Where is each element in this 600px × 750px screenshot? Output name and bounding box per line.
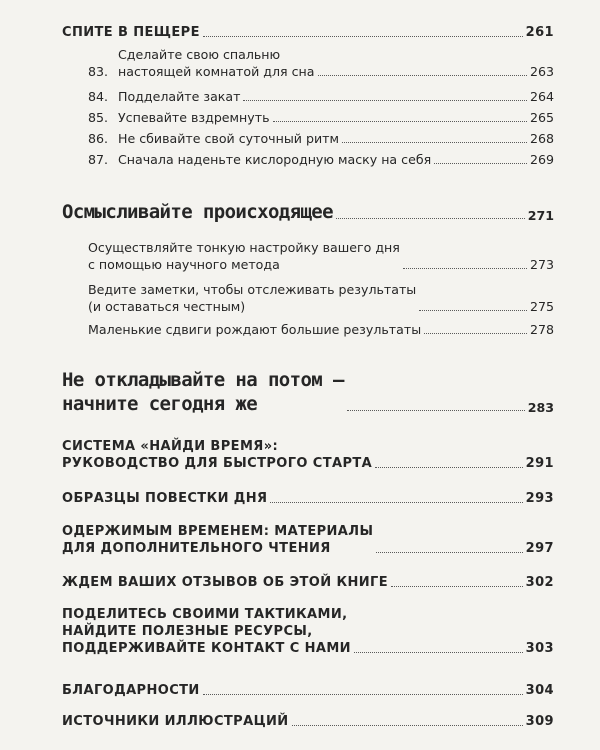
- toc-entry-share-tactics[interactable]: [62, 606, 554, 657]
- leader-dots: [354, 652, 523, 653]
- entry-title: Маленькие сдвиги рождают большие результаты: [88, 322, 422, 337]
- leader-dots: [376, 552, 522, 553]
- entry-page: 269: [529, 152, 554, 167]
- entry-title: БЛАГОДАРНОСТИ: [62, 683, 200, 698]
- entry-number: 86.: [88, 131, 109, 146]
- entry-title: Сначала наденьте кислородную маску на себя: [118, 152, 432, 167]
- entry-title: Сделайте свою спальню настоящей комнатой для сна: [118, 47, 315, 79]
- entry-page: 278: [529, 322, 554, 337]
- entry-number: 84.: [88, 89, 109, 104]
- entry-title: Подделайте закат: [118, 89, 241, 104]
- part-title: Не откладывайте на потом — начните сегодня же: [62, 369, 344, 415]
- entry-page: 304: [525, 683, 554, 698]
- leader-dots: [292, 725, 523, 726]
- toc-entry-87[interactable]: [88, 151, 554, 168]
- toc-entry-86[interactable]: [88, 130, 554, 147]
- entry-title: ПОДЕЛИТЕСЬ СВОИМИ ТАКТИКАМИ, НАЙДИТЕ ПОЛЕЗНЫЕ РЕСУРСЫ, ПОДДЕРЖИВАЙТЕ КОНТАКТ С НАМИ: [62, 607, 351, 656]
- entry-title: Ведите заметки, чтобы отслеживать результаты (и оставаться честным): [88, 282, 417, 314]
- entry-title: Успевайте вздремнуть: [118, 110, 270, 125]
- entry-number: 83.: [88, 64, 109, 79]
- entry-title: СПИТЕ В ПЕЩЕРЕ: [62, 25, 200, 40]
- leader-dots: [434, 163, 527, 164]
- entry-page: 283: [527, 400, 554, 415]
- entry-page: 303: [525, 641, 554, 656]
- entry-page: 293: [525, 491, 554, 506]
- leader-dots: [342, 142, 527, 143]
- leader-dots: [336, 218, 525, 219]
- entry-page: 261: [525, 25, 554, 40]
- entry-title: Не сбивайте свой суточный ритм: [118, 131, 339, 146]
- toc-entry-acknowledgements[interactable]: [62, 682, 554, 699]
- toc-entry-further-reading[interactable]: [62, 523, 554, 557]
- entry-title: ИСТОЧНИКИ ИЛЛЮСТРАЦИЙ: [62, 714, 289, 729]
- entry-page: 309: [525, 714, 554, 729]
- entry-page: 264: [529, 89, 554, 104]
- toc-entry-83[interactable]: [88, 46, 554, 80]
- toc-entry-agenda-samples[interactable]: [62, 490, 554, 507]
- entry-page: 263: [529, 64, 554, 79]
- toc-part-start-today[interactable]: [62, 368, 554, 416]
- toc-entry-notes[interactable]: [88, 281, 554, 315]
- entry-title: Осуществляйте тонкую настройку вашего дня с помощью научного метода: [88, 240, 400, 272]
- leader-dots: [203, 694, 523, 695]
- toc-entry-84[interactable]: [88, 88, 554, 105]
- leader-dots: [243, 100, 527, 101]
- entry-page: 265: [529, 110, 554, 125]
- leader-dots: [375, 467, 523, 468]
- entry-page: 271: [527, 208, 554, 223]
- entry-page: 302: [525, 575, 554, 590]
- entry-title: ОДЕРЖИМЫМ ВРЕМЕНЕМ: МАТЕРИАЛЫ ДЛЯ ДОПОЛНИТЕЛЬНОГО ЧТЕНИЯ: [62, 524, 374, 556]
- leader-dots: [347, 410, 525, 411]
- toc-entry-image-credits[interactable]: [62, 713, 554, 730]
- entry-title: СИСТЕМА «НАЙДИ ВРЕМЯ»: РУКОВОДСТВО ДЛЯ БЫСТРОГО СТАРТА: [62, 439, 373, 471]
- entry-page: 297: [525, 541, 554, 556]
- entry-page: 268: [529, 131, 554, 146]
- toc-entry-quick-start[interactable]: [62, 438, 554, 472]
- part-title: Осмысливайте происходящее: [62, 201, 333, 223]
- entry-title: ОБРАЗЦЫ ПОВЕСТКИ ДНЯ: [62, 491, 268, 506]
- leader-dots: [318, 75, 527, 76]
- toc-entry-85[interactable]: [88, 109, 554, 126]
- leader-dots: [391, 586, 523, 587]
- leader-dots: [419, 310, 527, 311]
- leader-dots: [203, 36, 523, 37]
- leader-dots: [403, 268, 527, 269]
- toc-entry-fine-tune[interactable]: [88, 239, 554, 273]
- toc-part-reflect[interactable]: [62, 200, 554, 224]
- leader-dots: [273, 121, 527, 122]
- entry-title: ЖДЕМ ВАШИХ ОТЗЫВОВ ОБ ЭТОЙ КНИГЕ: [62, 575, 389, 590]
- leader-dots: [270, 502, 522, 503]
- toc-entry-feedback[interactable]: [62, 574, 554, 591]
- entry-page: 291: [525, 456, 554, 471]
- leader-dots: [424, 333, 527, 334]
- entry-page: 275: [529, 299, 554, 314]
- toc-entry-small-shifts[interactable]: [88, 321, 554, 338]
- toc-entry-sleep-cave[interactable]: [62, 24, 554, 41]
- entry-page: 273: [529, 257, 554, 272]
- entry-number: 85.: [88, 110, 109, 125]
- entry-number: 87.: [88, 152, 109, 167]
